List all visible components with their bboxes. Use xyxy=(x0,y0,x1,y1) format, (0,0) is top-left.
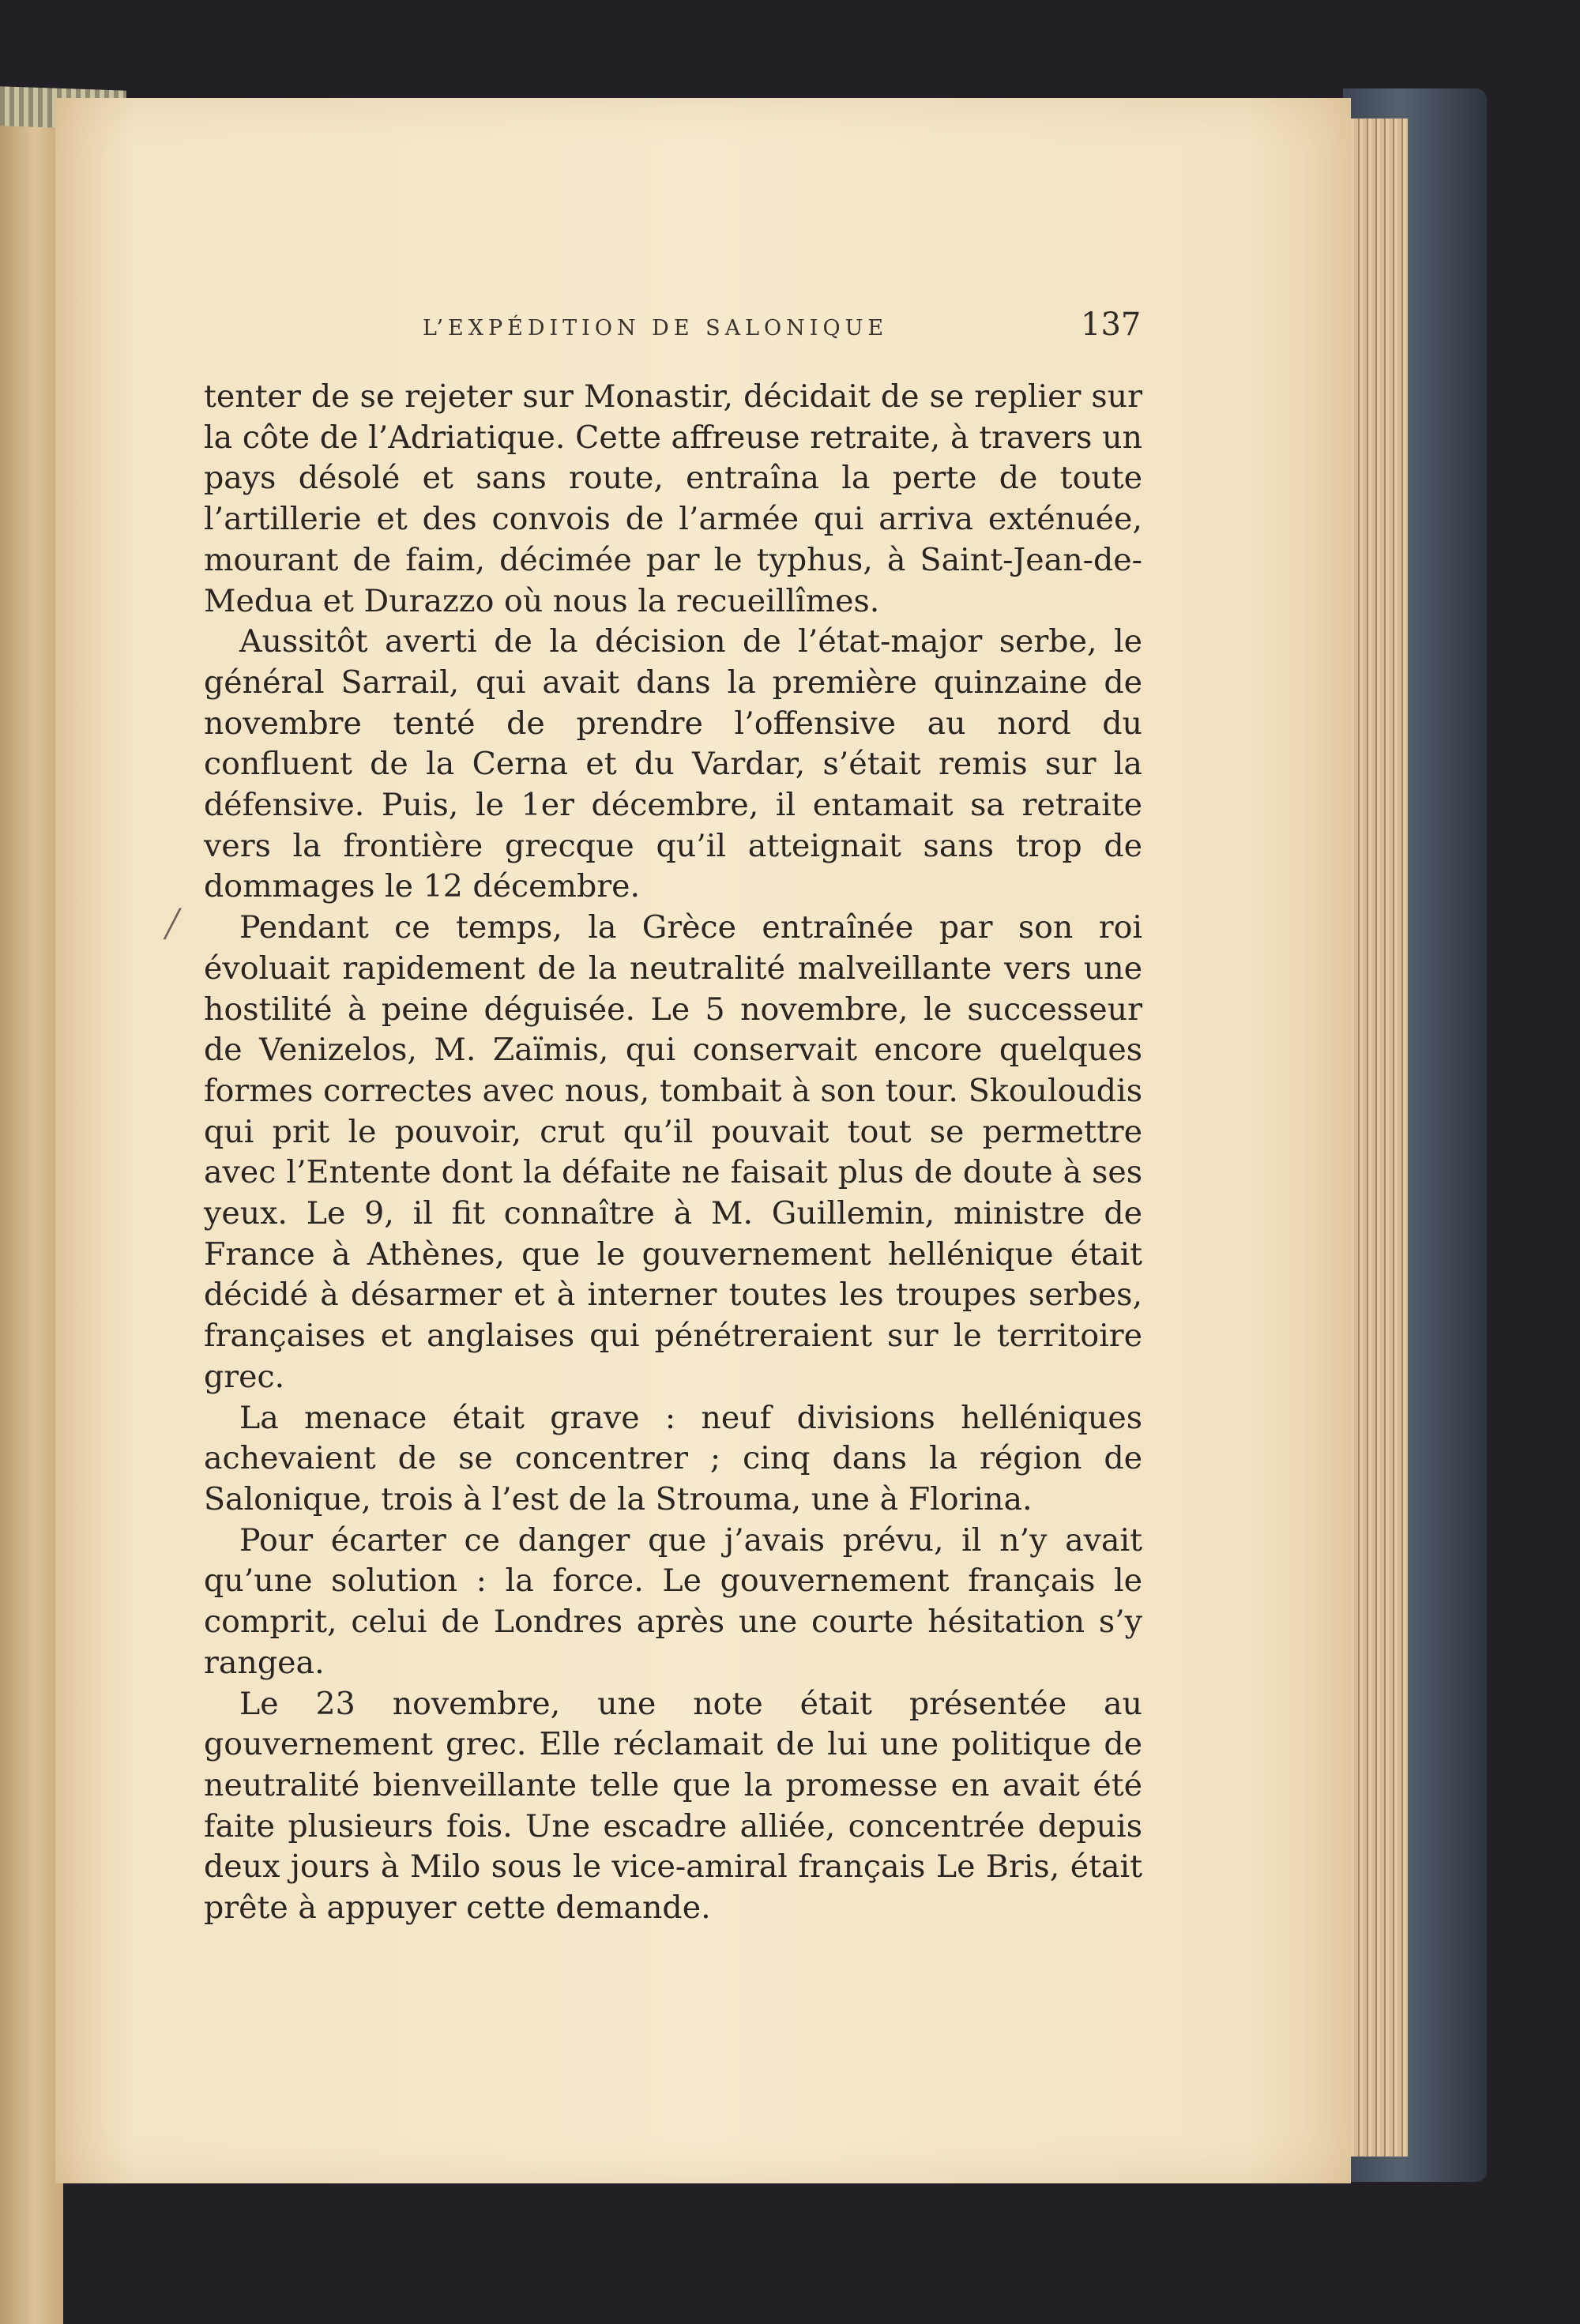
paragraph: Aussitôt averti de la décision de l’état-major serbe, le général Sarrail, qui avait dans la première quinzaine de novembre tenté de prendre l’offensive au nord du confluent de la Cerna et du Vardar, s’était remis sur la défensive. Puis, le 1er décembre, il entamait sa retraite vers la frontière grecque qu’il atteignait sans trop de dommages le 12 décembre. xyxy=(204,623,1142,905)
page-number: 137 xyxy=(1081,306,1142,343)
paragraph: Pour écarter ce danger que j’avais prévu, il n’y avait qu’une solution : la force. Le gouvernement français le comprit, celui de Londres après une courte hésitation s’y rangea. xyxy=(204,1521,1142,1681)
body-text xyxy=(204,377,1142,1929)
paragraph: Pendant ce temps, la Grèce entraînée par son roi évoluait rapidement de la neutralité malveillante vers une hostilité à peine déguisée. Le 5 novembre, le successeur de Venizelos, M. Zaïmis, qui conservait encore quelques formes correctes avec nous, tombait à son tour. Skouloudis qui prit le pouvoir, crut qu’il pouvait tout se permettre avec l’Entente dont la défaite ne faisait plus de doute à ses yeux. Le 9, il fit connaître à M. Guillemin, ministre de France à Athènes, que le gouvernement hellénique était décidé à désarmer et à interner toutes les troupes serbes, françaises et anglaises qui pénétreraient sur le territoire grec. xyxy=(204,909,1142,1395)
paragraph: Le 23 novembre, une note était présentée au gouvernement grec. Elle réclamait de lui une politique de neutralité bienveillante telle que la promesse en avait été faite plusieurs fois. Une escadre alliée, concentrée depuis deux jours à Milo sous le vice-amiral français Le Bris, était prête à appuyer cette demande. xyxy=(204,1685,1142,1927)
pencil-mark-icon: ╱ xyxy=(164,908,181,940)
paragraph: tenter de se rejeter sur Monastir, décidait de se replier sur la côte de l’Adriatique. Cette affreuse retraite, à travers un pays désolé et sans route, entraîna la perte de toute l’artillerie et des convois de l’armée qui arriva exténuée, mourant de faim, décimée par le typhus, à Saint-Jean-de-Medua et Durazzo où nous la recueillîmes. xyxy=(204,378,1142,619)
running-title: L’EXPÉDITION DE SALONIQUE xyxy=(423,316,889,340)
paragraph: La menace était grave : neuf divisions helléniques achevaient de se concentrer ; cinq dans la région de Salonique, trois à l’est de la Strouma, une à Florina. xyxy=(204,1399,1142,1517)
facing-page-edge xyxy=(0,118,63,2324)
